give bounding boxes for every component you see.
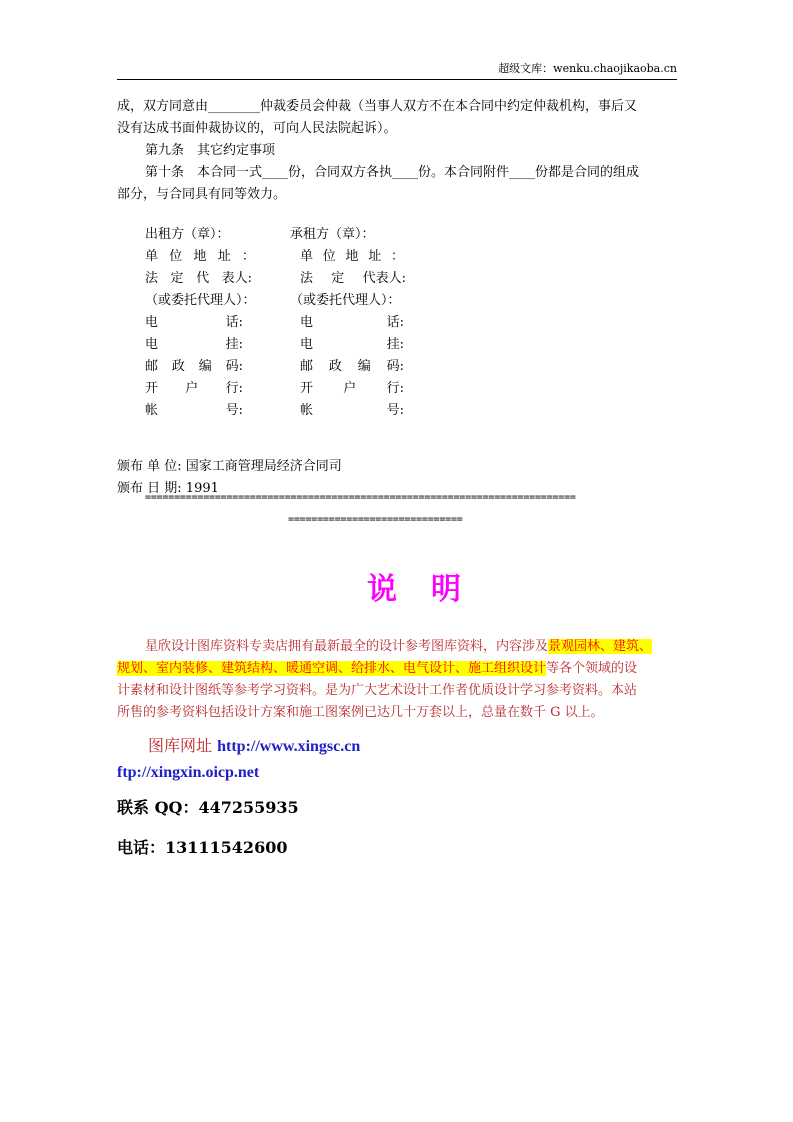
- site-url-link[interactable]: http://www.xingsc.cn: [217, 738, 361, 755]
- lessee-legal-rep-label: 法 定 代表人:: [300, 271, 406, 286]
- highlight-categories-b: 规划、室内装修、建筑结构、暖通空调、给排水、电气设计、施工组织设计: [117, 661, 547, 676]
- header-source: 超级文库：wenku.chaojikaoba.cn: [498, 62, 677, 75]
- lessor-agent-label: （或委托代理人）：: [145, 293, 256, 308]
- header-rule: [117, 79, 677, 80]
- article-10-line-2: 部分，与合同具有同等效力。: [117, 187, 287, 202]
- lessor-cable-label: 电 挂:: [145, 337, 243, 352]
- article-10-line-1: 第十条 本合同一式____份，合同双方各执____份。本合同附件____份都是合同的组成: [145, 165, 640, 180]
- lessee-postcode-label: 邮 政 编 码:: [300, 359, 404, 374]
- lessor-title: 出租方（章）：: [145, 227, 230, 242]
- lessee-address-label: 单 位 地 址 ：: [300, 249, 404, 264]
- highlight-categories-a: 景观园林、建筑、: [548, 639, 653, 654]
- separator-line-1: ==========================================================================: [145, 492, 576, 503]
- lessor-phone-label: 电 话:: [145, 315, 243, 330]
- lessor-account-label: 帐 号:: [145, 403, 243, 418]
- phone-contact: 电话：13111542600: [117, 838, 288, 857]
- lessee-account-label: 帐 号:: [300, 403, 404, 418]
- separator-line-2: ==============================: [288, 514, 463, 525]
- lessee-bank-label: 开 户 行:: [300, 381, 404, 396]
- issue-date: 颁布 日 期: 1991: [117, 481, 219, 496]
- lessor-legal-rep-label: 法 定 代 表人:: [145, 271, 252, 286]
- note-title: 说 明: [367, 572, 463, 607]
- note-para-line-3: 计素材和设计图纸等参考学习资料。是为广大艺术设计工作者优质设计学习参考资料。本站: [117, 683, 638, 698]
- lessor-postcode-label: 邮 政 编 码:: [145, 359, 243, 374]
- ftp-link[interactable]: ftp://xingxin.oicp.net: [117, 764, 260, 781]
- note-para-line-2: 规划、室内装修、建筑结构、暖通空调、给排水、电气设计、施工组织设计等各个领域的设: [117, 661, 638, 676]
- qq-contact: 联系 QQ：447255935: [117, 798, 299, 817]
- lessor-bank-label: 开 户 行:: [145, 381, 243, 396]
- lessee-title: 承租方（章）：: [290, 227, 375, 242]
- lessee-phone-label: 电 话:: [300, 315, 404, 330]
- lessor-address-label: 单 位 地 址 ：: [145, 249, 255, 264]
- site-line: [148, 733, 360, 756]
- contract-line-2: 没有达成书面仲裁协议的，可向人民法院起诉）。: [117, 121, 397, 136]
- note-para-line-1: 星欣设计图库资料专卖店拥有最新最全的设计参考图库资料，内容涉及景观园林、建筑、: [145, 639, 653, 654]
- lessee-agent-label: （或委托代理人）：: [290, 293, 401, 308]
- site-label: 图库网址: [148, 736, 213, 755]
- article-9: 第九条 其它约定事项: [145, 143, 276, 158]
- contract-line-1: 成，双方同意由________仲裁委员会仲裁（当事人双方不在本合同中约定仲裁机构，事后又: [117, 99, 638, 114]
- note-para-line-4: 所售的参考资料包括设计方案和施工图案例已达几十万套以上，总量在数千 G 以上。: [117, 705, 604, 720]
- issue-unit: 颁布 单 位: 国家工商管理局经济合同司: [117, 459, 342, 474]
- lessee-cable-label: 电 挂:: [300, 337, 404, 352]
